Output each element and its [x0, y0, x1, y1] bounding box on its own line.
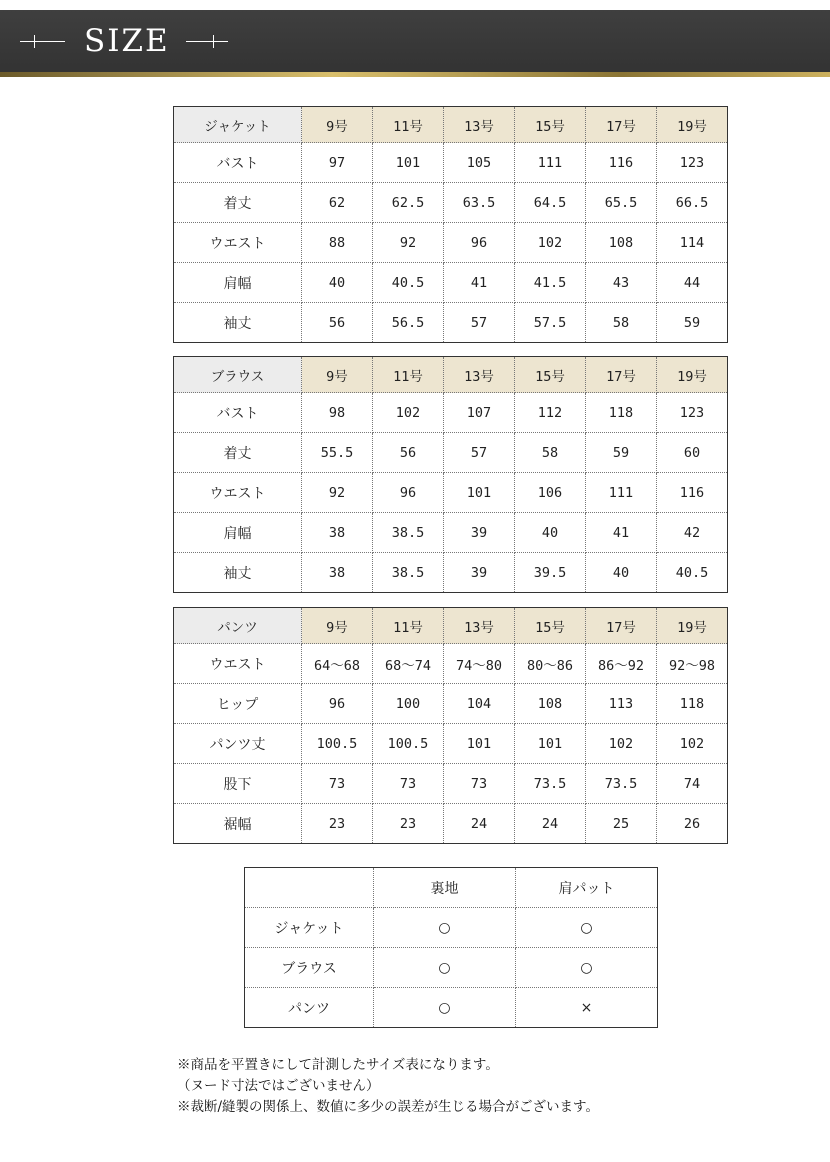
cell: 23: [302, 804, 373, 844]
row-label: バスト: [174, 143, 302, 183]
note-line: ※裁断/縫製の関係上、数値に多少の誤差が生じる場合がございます。: [177, 1099, 599, 1115]
cell: 56: [373, 433, 444, 473]
row-label: 袖丈: [174, 553, 302, 593]
cell: 62.5: [373, 183, 444, 223]
cell: 65.5: [586, 183, 657, 223]
cell: 38.5: [373, 513, 444, 553]
table-row: [174, 143, 728, 183]
size-header: 15号: [515, 608, 586, 644]
cell: 38.5: [373, 553, 444, 593]
cell: 68～74: [373, 644, 444, 684]
cell: 73: [373, 764, 444, 804]
cell: 58: [515, 433, 586, 473]
cell: 108: [515, 684, 586, 724]
size-header: 11号: [373, 357, 444, 393]
row-label: ジャケット: [245, 908, 374, 948]
size-header: 13号: [444, 357, 515, 393]
cell: 102: [373, 393, 444, 433]
table-row: [174, 433, 728, 473]
table-row: [174, 553, 728, 593]
mark-cell: ○: [516, 948, 658, 988]
cell: 64～68: [302, 644, 373, 684]
cell: 24: [444, 804, 515, 844]
cell: 40: [586, 553, 657, 593]
cell: 105: [444, 143, 515, 183]
row-label: 股下: [174, 764, 302, 804]
mark-cell: ○: [516, 908, 658, 948]
cell: 66.5: [657, 183, 728, 223]
cell: 107: [444, 393, 515, 433]
page-title: SIZE: [84, 23, 170, 59]
size-header: 9号: [302, 357, 373, 393]
category-label: ジャケット: [174, 107, 302, 143]
row-label: ウエスト: [174, 473, 302, 513]
size-header: 17号: [586, 107, 657, 143]
cell: 113: [586, 684, 657, 724]
table-row: [174, 684, 728, 724]
size-header: 15号: [515, 107, 586, 143]
cell: 111: [586, 473, 657, 513]
size-header: 17号: [586, 357, 657, 393]
table-row: [174, 644, 728, 684]
cell: 39: [444, 513, 515, 553]
cell: 96: [373, 473, 444, 513]
table-row: [174, 473, 728, 513]
cell: 123: [657, 143, 728, 183]
cell: 40.5: [373, 263, 444, 303]
size-header: 17号: [586, 608, 657, 644]
cell: 97: [302, 143, 373, 183]
size-header: 13号: [444, 608, 515, 644]
row-label: ウエスト: [174, 644, 302, 684]
cell: 26: [657, 804, 728, 844]
row-label: バスト: [174, 393, 302, 433]
cell: 102: [657, 724, 728, 764]
cell: 39: [444, 553, 515, 593]
size-notes: [177, 1055, 599, 1118]
cell: 55.5: [302, 433, 373, 473]
cell: 101: [444, 473, 515, 513]
cell: 43: [586, 263, 657, 303]
table-row: [174, 183, 728, 223]
cell: 88: [302, 223, 373, 263]
cell: 100.5: [373, 724, 444, 764]
cell: 104: [444, 684, 515, 724]
cell: 96: [302, 684, 373, 724]
row-label: ヒップ: [174, 684, 302, 724]
jacket-size-table: [173, 106, 728, 343]
table-header-row: [174, 608, 728, 644]
cell: 80～86: [515, 644, 586, 684]
row-label: 肩幅: [174, 513, 302, 553]
size-header: 19号: [657, 608, 728, 644]
row-label: ブラウス: [245, 948, 374, 988]
cell: 41.5: [515, 263, 586, 303]
cell: 73: [302, 764, 373, 804]
left-rule-tick: [34, 35, 35, 48]
cell: 106: [515, 473, 586, 513]
cell: 40: [302, 263, 373, 303]
cell: 102: [586, 724, 657, 764]
cell: 86～92: [586, 644, 657, 684]
blouse-size-table: [173, 356, 728, 593]
cell: 92: [302, 473, 373, 513]
cell: 74: [657, 764, 728, 804]
cell: 38: [302, 513, 373, 553]
left-rule: [20, 41, 65, 42]
cell: 112: [515, 393, 586, 433]
cell: 62: [302, 183, 373, 223]
size-header: 9号: [302, 608, 373, 644]
cell: 74～80: [444, 644, 515, 684]
note-line: （ヌード寸法ではございません）: [177, 1078, 380, 1094]
row-label: パンツ丈: [174, 724, 302, 764]
size-header: 19号: [657, 107, 728, 143]
table-row: [174, 724, 728, 764]
cell: 92～98: [657, 644, 728, 684]
cell: 73: [444, 764, 515, 804]
cell: 59: [657, 303, 728, 343]
cell: 58: [586, 303, 657, 343]
cell: 25: [586, 804, 657, 844]
cell: 63.5: [444, 183, 515, 223]
header-banner: [0, 10, 830, 72]
cell: 100.5: [302, 724, 373, 764]
row-label: 裾幅: [174, 804, 302, 844]
row-label: 袖丈: [174, 303, 302, 343]
cell: 59: [586, 433, 657, 473]
cell: 44: [657, 263, 728, 303]
category-label: ブラウス: [174, 357, 302, 393]
mark-cell: ×: [516, 988, 658, 1028]
mark-cell: ○: [374, 988, 516, 1028]
table-row: [174, 223, 728, 263]
table-row: [174, 263, 728, 303]
cell: 102: [515, 223, 586, 263]
cell: 73.5: [586, 764, 657, 804]
mark-cell: ○: [374, 908, 516, 948]
cell: 60: [657, 433, 728, 473]
cell: 100: [373, 684, 444, 724]
table-row: [174, 804, 728, 844]
cell: 118: [586, 393, 657, 433]
size-header: 15号: [515, 357, 586, 393]
cell: 101: [444, 724, 515, 764]
table-row: [174, 764, 728, 804]
cell: 64.5: [515, 183, 586, 223]
lining-shoulder-pad-table: [244, 867, 658, 1028]
cell: 41: [586, 513, 657, 553]
cell: 41: [444, 263, 515, 303]
cell: 56.5: [373, 303, 444, 343]
cell: 57: [444, 303, 515, 343]
cell: 116: [657, 473, 728, 513]
note-line: ※商品を平置きにして計測したサイズ表になります。: [177, 1057, 499, 1073]
table-row: [174, 393, 728, 433]
cell: 123: [657, 393, 728, 433]
size-header: 19号: [657, 357, 728, 393]
gold-underline: [0, 72, 830, 77]
category-label: パンツ: [174, 608, 302, 644]
cell: 92: [373, 223, 444, 263]
table-row: [245, 948, 658, 988]
table-row: [245, 908, 658, 948]
cell: 114: [657, 223, 728, 263]
row-label: 着丈: [174, 433, 302, 473]
row-label: ウエスト: [174, 223, 302, 263]
row-label: パンツ: [245, 988, 374, 1028]
cell: 116: [586, 143, 657, 183]
size-header: 13号: [444, 107, 515, 143]
shoulder-pad-header: 肩パット: [516, 868, 658, 908]
cell: 23: [373, 804, 444, 844]
cell: 42: [657, 513, 728, 553]
size-header: 11号: [373, 107, 444, 143]
table-row: [174, 303, 728, 343]
cell: 39.5: [515, 553, 586, 593]
cell: 57: [444, 433, 515, 473]
cell: 101: [515, 724, 586, 764]
table-header-row: [174, 107, 728, 143]
cell: 96: [444, 223, 515, 263]
cell: 118: [657, 684, 728, 724]
right-rule: [186, 41, 228, 42]
cell: 24: [515, 804, 586, 844]
table-row: [174, 513, 728, 553]
cell: 101: [373, 143, 444, 183]
cell: 56: [302, 303, 373, 343]
lining-header: 裏地: [374, 868, 516, 908]
cell: 40: [515, 513, 586, 553]
table-header-row: [245, 868, 658, 908]
size-header: 9号: [302, 107, 373, 143]
right-rule-tick: [213, 35, 214, 48]
cell: 108: [586, 223, 657, 263]
pants-size-table: [173, 607, 728, 844]
mark-cell: ○: [374, 948, 516, 988]
cell: 98: [302, 393, 373, 433]
cell: 57.5: [515, 303, 586, 343]
row-label: 肩幅: [174, 263, 302, 303]
cell: 40.5: [657, 553, 728, 593]
row-label: 着丈: [174, 183, 302, 223]
table-header-row: [174, 357, 728, 393]
size-header: 11号: [373, 608, 444, 644]
blank-header: [245, 868, 374, 908]
cell: 111: [515, 143, 586, 183]
table-row: [245, 988, 658, 1028]
cell: 73.5: [515, 764, 586, 804]
cell: 38: [302, 553, 373, 593]
